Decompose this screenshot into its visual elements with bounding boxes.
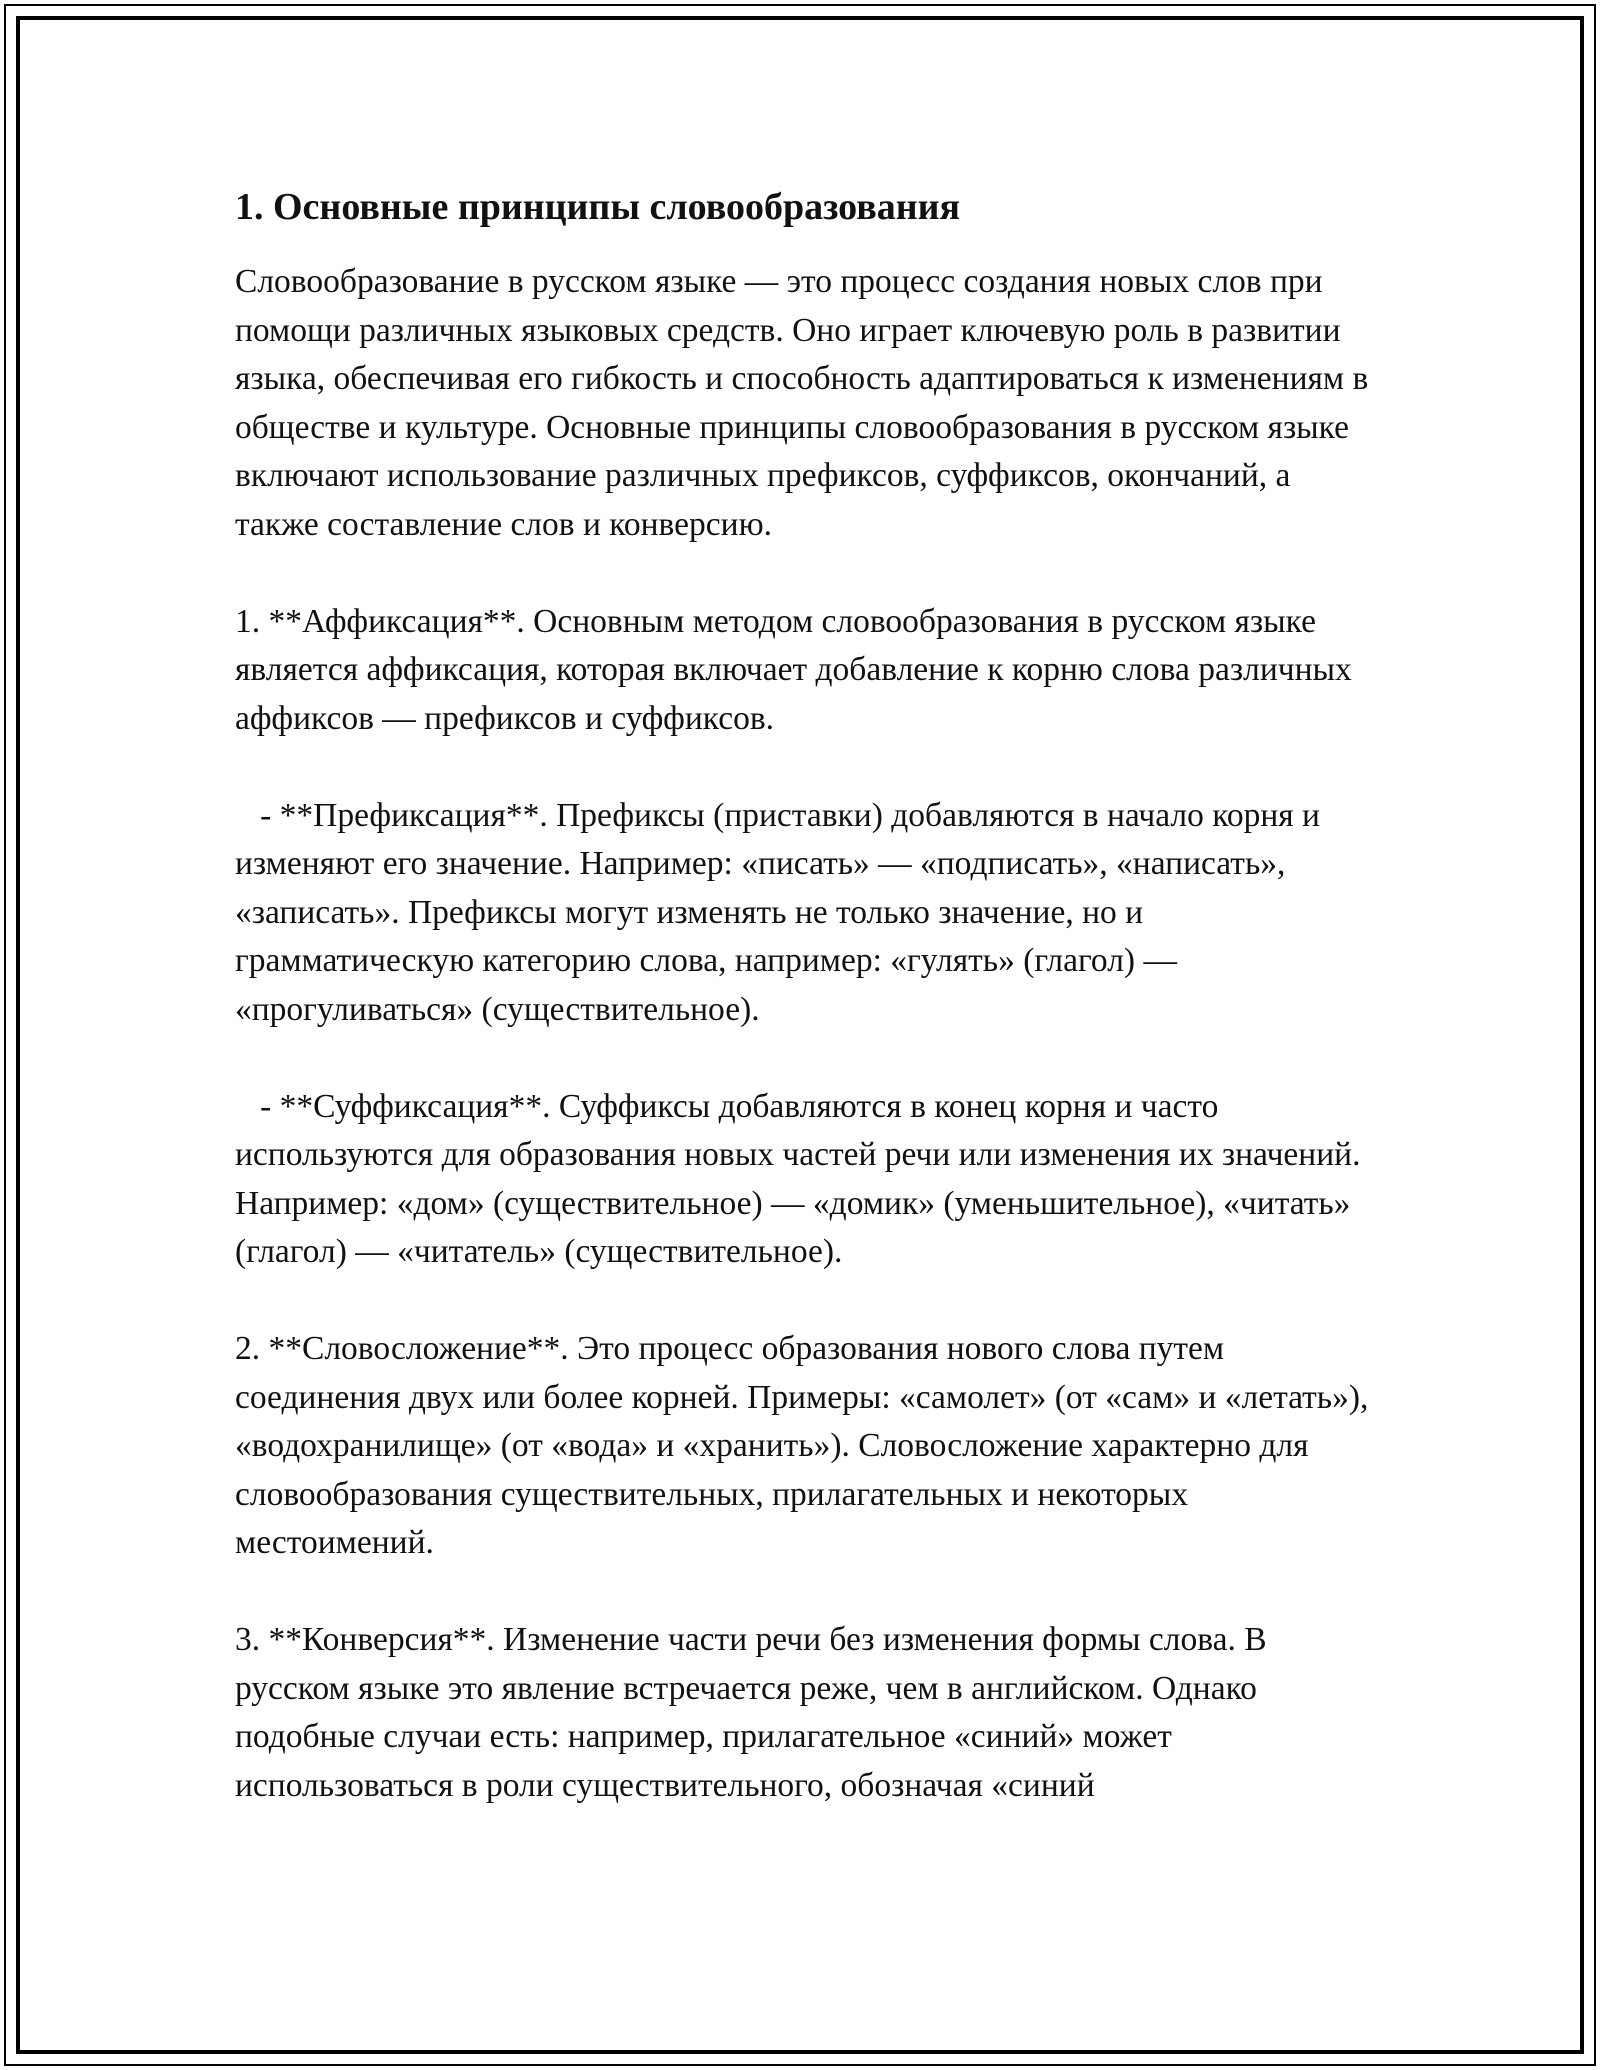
intro-paragraph: Словообразование в русском языке — это процесс создания новых слов при помощи различных языковых средств. Оно играет ключевую роль в развитии языка, обеспечивая его гибкость и способность адаптироваться к изменениям в обществе и культуре. Основные принципы словообразования в русском языке включают использование различных префиксов, суффиксов, окончаний, а также составление слов и конверсию. xyxy=(235,263,1377,543)
conversion-paragraph: 3. **Конверсия**. Изменение части речи без изменения формы слова. В русском языке это явление встречается реже, чем в английском. Однако подобные случаи есть: например, прилагательное «синий» может использоваться в роли существительного, обозначая «синий xyxy=(235,1621,1275,1804)
suffixation-paragraph: - **Суффиксация**. Суффиксы добавляются в конец корня и часто используются для образования новых частей речи или изменения их значений. Например: «дом» (существительное) — «домик» (уменьшительное), «читать» (глагол) — «читатель» (существительное). xyxy=(235,1087,1369,1270)
document-body xyxy=(235,184,1377,1859)
section-heading: 1. Основные принципы словообразования xyxy=(235,186,961,228)
prefixation-paragraph: - **Префиксация**. Префиксы (приставки) добавляются в начало корня и изменяют его значение. Например: «писать» — «подписать», «написать», «записать». Префиксы могут изменять не только значение, но и грамматическую категорию слова, например: «гулять» (глагол) — «прогуливаться» (существительное). xyxy=(235,796,1329,1028)
affixation-paragraph: 1. **Аффиксация**. Основным методом словообразования в русском языке является аффиксация, которая включает добавление к корню слова различных аффиксов — префиксов и суффиксов. xyxy=(235,602,1361,737)
compounding-paragraph: 2. **Словосложение**. Это процесс образования нового слова путем соединения двух или более корней. Примеры: «самолет» (от «сам» и «летать»), «водохранилище» (от «вода» и «хранить»). Словосложение характерно для словообразования существительных, прилагательных и некоторых местоимений. xyxy=(235,1330,1377,1561)
